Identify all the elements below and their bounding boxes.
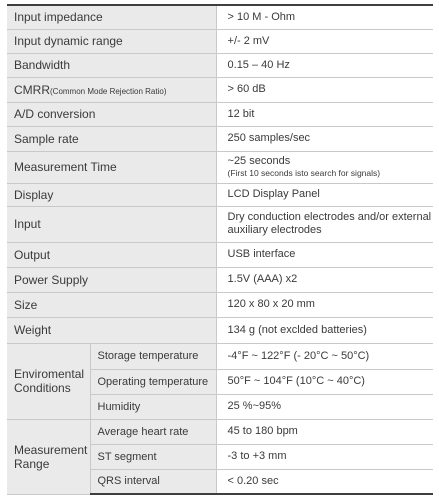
spec-label — [7, 77, 216, 102]
spec-row — [7, 242, 433, 267]
spec-value: 12 bit — [216, 102, 433, 126]
measurement-time-value: ~25 seconds — [227, 155, 291, 167]
spec-value: 120 x 80 x 20 mm — [216, 292, 433, 317]
measurement-label: ST segment — [90, 444, 216, 469]
spec-label: Power Supply — [7, 267, 216, 292]
spec-label: Input — [7, 206, 216, 242]
spec-label: Size — [7, 292, 216, 317]
spec-value: +/- 2 mV — [216, 29, 433, 53]
spec-row — [7, 183, 433, 206]
measurement-label: QRS interval — [90, 469, 216, 494]
spec-row — [7, 151, 433, 183]
spec-value: USB interface — [216, 242, 433, 267]
spec-row — [7, 102, 433, 126]
spec-row — [7, 126, 433, 151]
spec-label: Sample rate — [7, 126, 216, 151]
environment-label: Humidity — [90, 394, 216, 419]
spec-value: > 10 M - Ohm — [216, 6, 433, 29]
spec-label: Measurement Time — [7, 151, 216, 183]
environment-label: Operating temperature — [90, 369, 216, 394]
spec-label: Input impedance — [7, 6, 216, 29]
spec-label: Weight — [7, 317, 216, 343]
measurement-row — [7, 419, 433, 444]
spec-row — [7, 29, 433, 53]
environment-row — [7, 343, 433, 369]
spec-value: LCD Display Panel — [216, 183, 433, 206]
spec-label: Bandwidth — [7, 53, 216, 77]
environment-value: -4°F ~ 122°F (- 20°C ~ 50°C) — [216, 343, 433, 369]
measurement-value: < 0.20 sec — [216, 469, 433, 494]
spec-sheet — [7, 4, 433, 495]
spec-table — [7, 6, 433, 495]
measurement-label: Average heart rate — [90, 419, 216, 444]
measurement-value: 45 to 180 bpm — [216, 419, 433, 444]
environment-value: 50°F ~ 104°F (10°C ~ 40°C) — [216, 369, 433, 394]
measurement-time-note: (First 10 seconds isto search for signals) — [227, 168, 381, 178]
spec-label: Display — [7, 183, 216, 206]
spec-row — [7, 317, 433, 343]
spec-label: A/D conversion — [7, 102, 216, 126]
spec-row — [7, 292, 433, 317]
spec-value: Dry conduction electrodes and/or external auxiliary electrodes — [216, 206, 433, 242]
environment-value: 25 %~95% — [216, 394, 433, 419]
environment-label: Storage temperature — [90, 343, 216, 369]
spec-label: Input dynamic range — [7, 29, 216, 53]
cmrr-label: CMRR — [14, 82, 50, 97]
spec-value: 250 samples/sec — [216, 126, 433, 151]
environment-group-label: Enviromental Conditions — [7, 343, 90, 419]
spec-row — [7, 6, 433, 29]
spec-row — [7, 206, 433, 242]
spec-value: 134 g (not exclded batteries) — [216, 317, 433, 343]
spec-value: > 60 dB — [216, 77, 433, 102]
spec-label: Output — [7, 242, 216, 267]
spec-value: 0.15 – 40 Hz — [216, 53, 433, 77]
spec-row — [7, 53, 433, 77]
cmrr-label-note: (Common Mode Rejection Ratio) — [50, 86, 167, 96]
spec-row — [7, 267, 433, 292]
spec-value: 1.5V (AAA) x2 — [216, 267, 433, 292]
spec-value — [216, 151, 433, 183]
measurement-group-label: Measurement Range — [7, 419, 90, 494]
spec-row — [7, 77, 433, 102]
measurement-value: -3 to +3 mm — [216, 444, 433, 469]
